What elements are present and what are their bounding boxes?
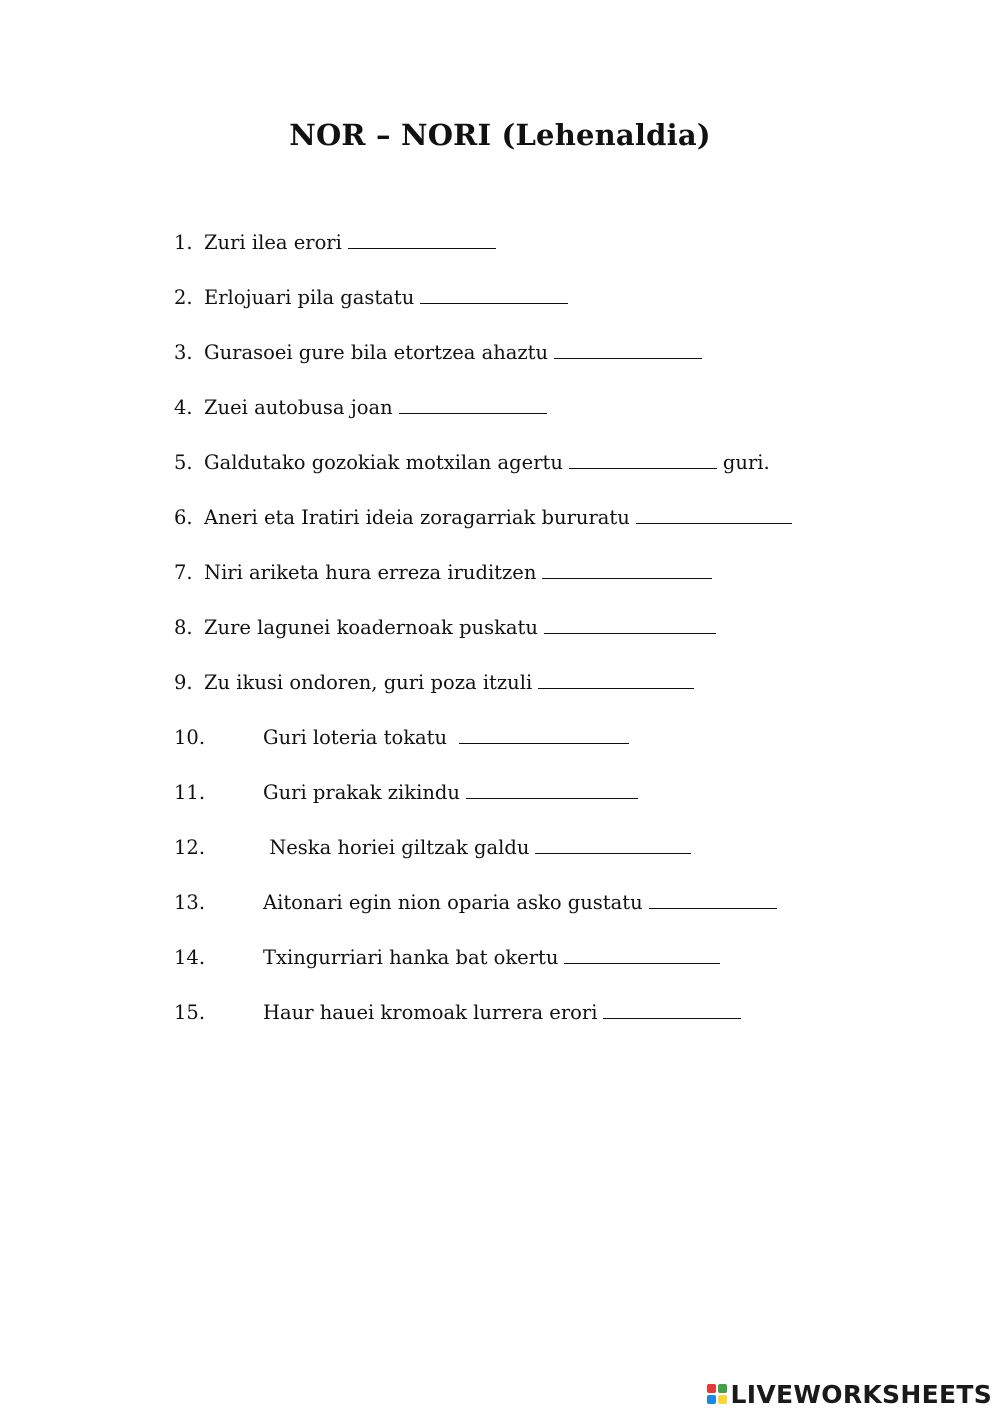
item-text: Zu ikusi ondoren, guri poza itzuli	[204, 671, 533, 694]
item-text: Zuri ilea erori	[204, 231, 342, 254]
item-number: 5.	[174, 451, 193, 474]
item-suffix: guri.	[722, 451, 770, 474]
item-text: Haur hauei kromoak lurrera erori	[263, 1001, 598, 1024]
exercise-item	[174, 391, 547, 421]
exercise-item	[174, 501, 792, 531]
answer-blank[interactable]	[466, 776, 638, 799]
answer-blank[interactable]	[535, 831, 691, 854]
exercise-item	[174, 336, 702, 366]
exercise-item	[174, 776, 638, 806]
item-number: 12.	[174, 836, 206, 859]
item-text: Galdutako gozokiak motxilan agertu	[204, 451, 563, 474]
exercise-item	[174, 281, 568, 311]
item-number: 11.	[174, 781, 206, 804]
item-number: 4.	[174, 396, 193, 419]
exercise-item	[174, 226, 496, 256]
item-text: Neska horiei giltzak galdu	[263, 836, 530, 859]
item-number: 10.	[174, 726, 206, 749]
answer-blank[interactable]	[399, 391, 547, 414]
logo-square	[718, 1384, 727, 1393]
item-text: Erlojuari pila gastatu	[204, 286, 415, 309]
answer-blank[interactable]	[603, 996, 741, 1019]
item-number: 7.	[174, 561, 193, 584]
item-number: 1.	[174, 231, 193, 254]
exercise-item	[174, 666, 694, 696]
answer-blank[interactable]	[542, 556, 712, 579]
item-number: 13.	[174, 891, 206, 914]
exercise-item	[174, 446, 770, 476]
item-number: 15.	[174, 1001, 206, 1024]
exercise-item	[174, 721, 629, 751]
answer-blank[interactable]	[420, 281, 568, 304]
item-text: Aitonari egin nion oparia asko gustatu	[263, 891, 643, 914]
item-number: 8.	[174, 616, 193, 639]
item-number: 3.	[174, 341, 193, 364]
item-number: 2.	[174, 286, 193, 309]
answer-blank[interactable]	[459, 721, 629, 744]
answer-blank[interactable]	[569, 446, 717, 469]
answer-blank[interactable]	[538, 666, 694, 689]
answer-blank[interactable]	[544, 611, 716, 634]
answer-blank[interactable]	[348, 226, 496, 249]
item-text: Guri loteria tokatu	[263, 726, 448, 749]
item-text: Zuei autobusa joan	[204, 396, 393, 419]
exercise-item	[174, 941, 720, 971]
item-text: Gurasoei gure bila etortzea ahaztu	[204, 341, 549, 364]
exercise-item	[174, 611, 716, 641]
item-text: Zure lagunei koadernoak puskatu	[204, 616, 538, 639]
logo-square	[718, 1395, 727, 1404]
item-text: Guri prakak zikindu	[263, 781, 460, 804]
exercise-item	[174, 556, 712, 586]
item-text: Txingurriari hanka bat okertu	[263, 946, 559, 969]
exercise-item	[174, 996, 741, 1026]
item-number: 14.	[174, 946, 206, 969]
answer-blank[interactable]	[564, 941, 720, 964]
item-number: 9.	[174, 671, 193, 694]
liveworksheets-logo-text: LIVEWORKSHEETS	[730, 1379, 992, 1409]
logo-square	[707, 1395, 716, 1404]
worksheet-title: NOR – NORI (Lehenaldia)	[289, 118, 711, 152]
exercise-item	[174, 886, 777, 916]
liveworksheets-footer	[707, 1379, 992, 1409]
item-text: Niri ariketa hura erreza iruditzen	[204, 561, 537, 584]
logo-square	[707, 1384, 716, 1393]
exercise-item	[174, 831, 691, 861]
answer-blank[interactable]	[636, 501, 792, 524]
answer-blank[interactable]	[554, 336, 702, 359]
item-number: 6.	[174, 506, 193, 529]
item-text: Aneri eta Iratiri ideia zoragarriak bururatu	[204, 506, 630, 529]
answer-blank[interactable]	[649, 886, 777, 909]
liveworksheets-logo-icon	[707, 1384, 727, 1404]
